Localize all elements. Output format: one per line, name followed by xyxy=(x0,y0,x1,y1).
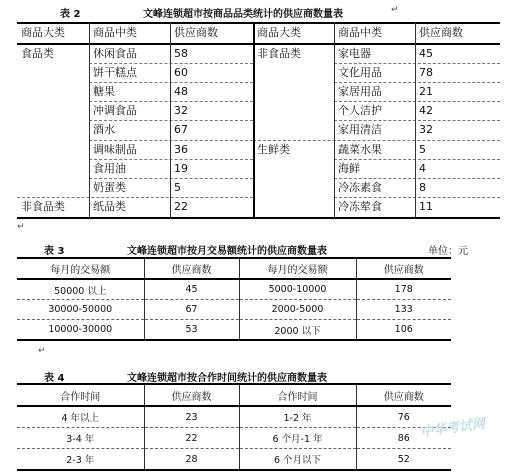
t1-cell-count: 5 xyxy=(174,180,181,194)
t1-cell-mid: 海鲜 xyxy=(338,161,360,175)
t1-header-mid-left: 商品中类 xyxy=(93,26,137,39)
t2-cell: 133 xyxy=(356,300,451,320)
row-divider xyxy=(89,101,253,102)
t3-cell: 6 个月-1 年 xyxy=(239,428,356,449)
t2-cell: 50000 以上 xyxy=(17,279,144,300)
t3-header-count: 供应商数 xyxy=(356,384,451,406)
table1-title: 文峰连锁超市按商品品类统计的供应商数量表 xyxy=(143,9,343,20)
row-divider xyxy=(89,82,253,83)
t1-cell-major: 非食品类 xyxy=(21,199,65,213)
t1-cell-count: 60 xyxy=(174,66,188,80)
t1-cell-mid: 奶蛋类 xyxy=(93,180,126,194)
t2-cell: 10000-30000 xyxy=(17,320,144,341)
table-row xyxy=(17,428,451,449)
row-divider xyxy=(89,63,253,64)
t2-cell: 2000 以下 xyxy=(239,320,356,341)
table2-supplier-by-monthly-sales xyxy=(17,257,451,341)
table-row xyxy=(17,320,451,341)
t1-cell-mid: 蔬菜水果 xyxy=(338,142,382,156)
row-divider xyxy=(89,140,253,141)
t3-header-count: 供应商数 xyxy=(144,384,239,406)
t3-cell: 76 xyxy=(356,406,451,428)
table1-supplier-by-category xyxy=(17,22,500,217)
t1-cell-count: 19 xyxy=(174,161,188,175)
t2-cell: 45 xyxy=(144,279,239,300)
table-row xyxy=(17,449,451,471)
row-divider xyxy=(334,82,500,83)
t3-cell: 3-4 年 xyxy=(17,428,144,449)
row-divider xyxy=(334,120,500,121)
t1-header-count-left: 供应商数 xyxy=(174,26,218,39)
paragraph-mark: ↵ xyxy=(391,5,399,15)
t1-cell-count: 58 xyxy=(174,47,188,60)
row-divider xyxy=(334,178,500,179)
row-divider xyxy=(334,101,500,102)
paragraph-mark: ↵ xyxy=(17,222,25,232)
t1-cell-count: 5 xyxy=(419,142,426,156)
t3-cell: 28 xyxy=(144,449,239,471)
t1-cell-mid: 家电器 xyxy=(338,47,371,60)
table1-label: 表 2 xyxy=(60,9,81,20)
t1-cell-count: 36 xyxy=(174,142,188,156)
t3-cell: 52 xyxy=(356,449,451,471)
t1-header-major-left: 商品大类 xyxy=(21,26,65,39)
t1-header-count-right: 供应商数 xyxy=(419,26,463,39)
t1-cell-major: 非食品类 xyxy=(257,47,301,60)
t1-cell-mid: 休闲食品 xyxy=(93,47,137,60)
row-divider xyxy=(89,159,253,160)
t1-cell-mid: 文化用品 xyxy=(338,66,382,80)
row-divider xyxy=(334,159,500,160)
t1-cell-mid: 糖果 xyxy=(93,85,115,99)
t1-cell-count: 11 xyxy=(419,199,433,213)
t1-cell-count: 67 xyxy=(174,123,188,137)
t1-cell-mid: 食用油 xyxy=(93,161,126,175)
t2-cell: 178 xyxy=(356,279,451,300)
t3-header-time: 合作时间 xyxy=(239,384,356,406)
t3-cell: 22 xyxy=(144,428,239,449)
t1-header-major-right: 商品大类 xyxy=(257,26,301,39)
t1-cell-mid: 酒水 xyxy=(93,123,115,137)
table-row xyxy=(17,300,451,320)
t2-cell: 53 xyxy=(144,320,239,341)
t3-cell: 6 个月以下 xyxy=(239,449,356,471)
t1-cell-mid: 家居用品 xyxy=(338,85,382,99)
t1-cell-mid: 个人洁护 xyxy=(338,104,382,118)
watermark: 中华考试网 xyxy=(419,416,487,441)
t1-cell-count: 45 xyxy=(419,47,433,60)
t3-cell: 86 xyxy=(356,428,451,449)
t1-cell-count: 8 xyxy=(419,180,426,194)
t1-cell-major: 生鲜类 xyxy=(257,142,290,156)
t2-cell: 5000-10000 xyxy=(239,279,356,300)
t1-cell-mid: 冲调食品 xyxy=(93,104,137,118)
row-divider xyxy=(334,197,500,198)
t3-cell: 2-3 年 xyxy=(17,449,144,471)
t1-cell-count: 78 xyxy=(419,66,433,80)
t1-cell-major: 食品类 xyxy=(21,47,54,60)
t1-cell-mid: 冷冻荤食 xyxy=(338,199,382,213)
t2-cell: 30000-50000 xyxy=(17,300,144,320)
paragraph-mark: ↵ xyxy=(38,346,46,356)
row-divider xyxy=(89,120,253,121)
table3-title: 文峰连锁超市按合作时间统计的供应商数量表 xyxy=(127,373,327,384)
t1-cell-mid: 饼干糕点 xyxy=(93,66,137,80)
t3-cell: 23 xyxy=(144,406,239,428)
t1-cell-count: 42 xyxy=(419,104,433,118)
table2-title: 文峰连锁超市按月交易额统计的供应商数量表 xyxy=(127,246,327,257)
t2-cell: 2000-5000 xyxy=(239,300,356,320)
table2-label: 表 3 xyxy=(44,246,65,257)
t1-header-mid-right: 商品中类 xyxy=(338,26,382,39)
t2-header-count: 供应商数 xyxy=(356,258,451,279)
table-row xyxy=(17,406,451,428)
t2-cell: 106 xyxy=(356,320,451,341)
row-divider xyxy=(334,63,500,64)
t1-cell-count: 22 xyxy=(174,199,188,213)
t3-cell: 4 年以上 xyxy=(17,406,144,428)
row-divider xyxy=(17,197,253,198)
t2-header-sales: 每月的交易额 xyxy=(17,258,144,279)
t2-header-sales: 每月的交易额 xyxy=(239,258,356,279)
t3-header-time: 合作时间 xyxy=(17,384,144,406)
table2-unit: 单位：元 xyxy=(428,246,468,257)
t3-cell: 1-2 年 xyxy=(239,406,356,428)
t1-cell-count: 48 xyxy=(174,85,188,99)
row-divider xyxy=(89,178,253,179)
table3-supplier-by-cooperation-time xyxy=(17,383,451,471)
t2-cell: 67 xyxy=(144,300,239,320)
t1-cell-mid: 冷冻素食 xyxy=(338,180,382,194)
table3-label: 表 4 xyxy=(44,373,65,384)
t1-cell-count: 32 xyxy=(419,123,433,137)
row-divider xyxy=(253,140,500,141)
t2-header-count: 供应商数 xyxy=(144,258,239,279)
t1-cell-mid: 家用清洁 xyxy=(338,123,382,137)
t1-cell-count: 32 xyxy=(174,104,188,118)
table-row xyxy=(17,279,451,300)
t1-cell-count: 4 xyxy=(419,161,426,175)
t1-cell-count: 21 xyxy=(419,85,433,99)
t1-cell-mid: 纸品类 xyxy=(93,199,126,213)
t1-cell-mid: 调味制品 xyxy=(93,142,137,156)
